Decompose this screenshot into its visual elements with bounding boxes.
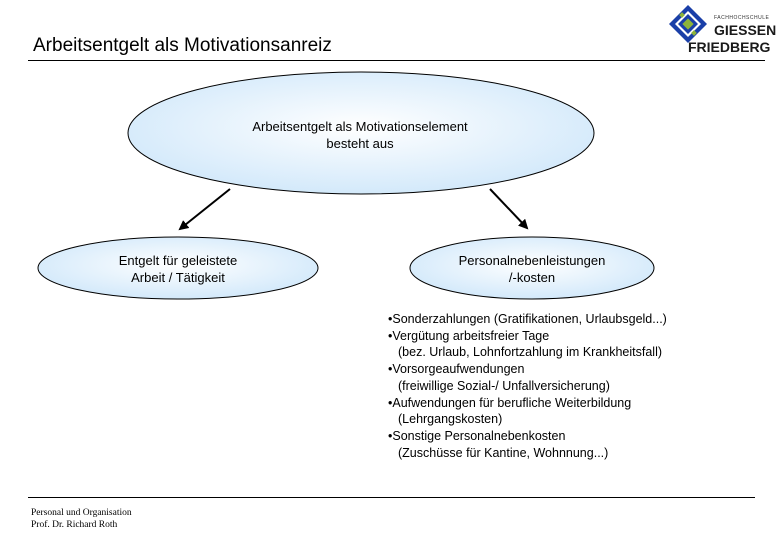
list-item: •Sonstige Personalnebenkosten [388,428,566,443]
logo-text-friedberg: FRIEDBERG [688,39,771,55]
right-node-label [432,252,632,286]
logo-text-giessen: GIESSEN [714,22,777,38]
list-item-detail: (Zuschüsse für Kantine, Wohnnung...) [398,445,609,460]
footer [31,507,132,531]
logo-subtitle: FACHHOCHSCHULE [714,15,770,21]
root-node-line2: besteht aus [326,136,394,151]
left-node-line2: Arbeit / Tätigkeit [131,270,225,285]
list-item: •Vorsorgeaufwendungen [388,362,525,377]
list-item-detail: (Lehrgangskosten) [398,412,503,427]
left-node-label [78,252,278,286]
right-node-line2: /-kosten [508,270,556,285]
list-item: •Vergütung arbeitsfreier Tage [388,328,550,343]
footer-author: Prof. Dr. Richard Roth [31,520,118,530]
list-item-detail: (bez. Urlaub, Lohnfortzahlung im Krankheitsfall) [398,345,663,360]
arrow-right [490,189,527,228]
footer-course: Personal und Organisation [31,508,132,518]
list-item: •Aufwendungen für berufliche Weiterbildung [388,395,632,410]
list-item-detail: (freiwillige Sozial-/ Unfallversicherung) [398,378,610,393]
root-node-line1: Arbeitsentgelt als Motivationselement [252,119,468,134]
arrow-left [180,189,230,229]
right-node-line1: Personalnebenleistungen [458,253,606,268]
list-item: •Sonderzahlungen (Gratifikationen, Urlaubsgeld...) [388,312,667,326]
page-title: Arbeitsentgelt als Motivationsanreiz [33,35,332,56]
left-node-line1: Entgelt für geleistete [118,253,238,268]
root-node-label [200,118,520,152]
benefits-list [388,311,667,461]
footer-divider [28,497,755,498]
